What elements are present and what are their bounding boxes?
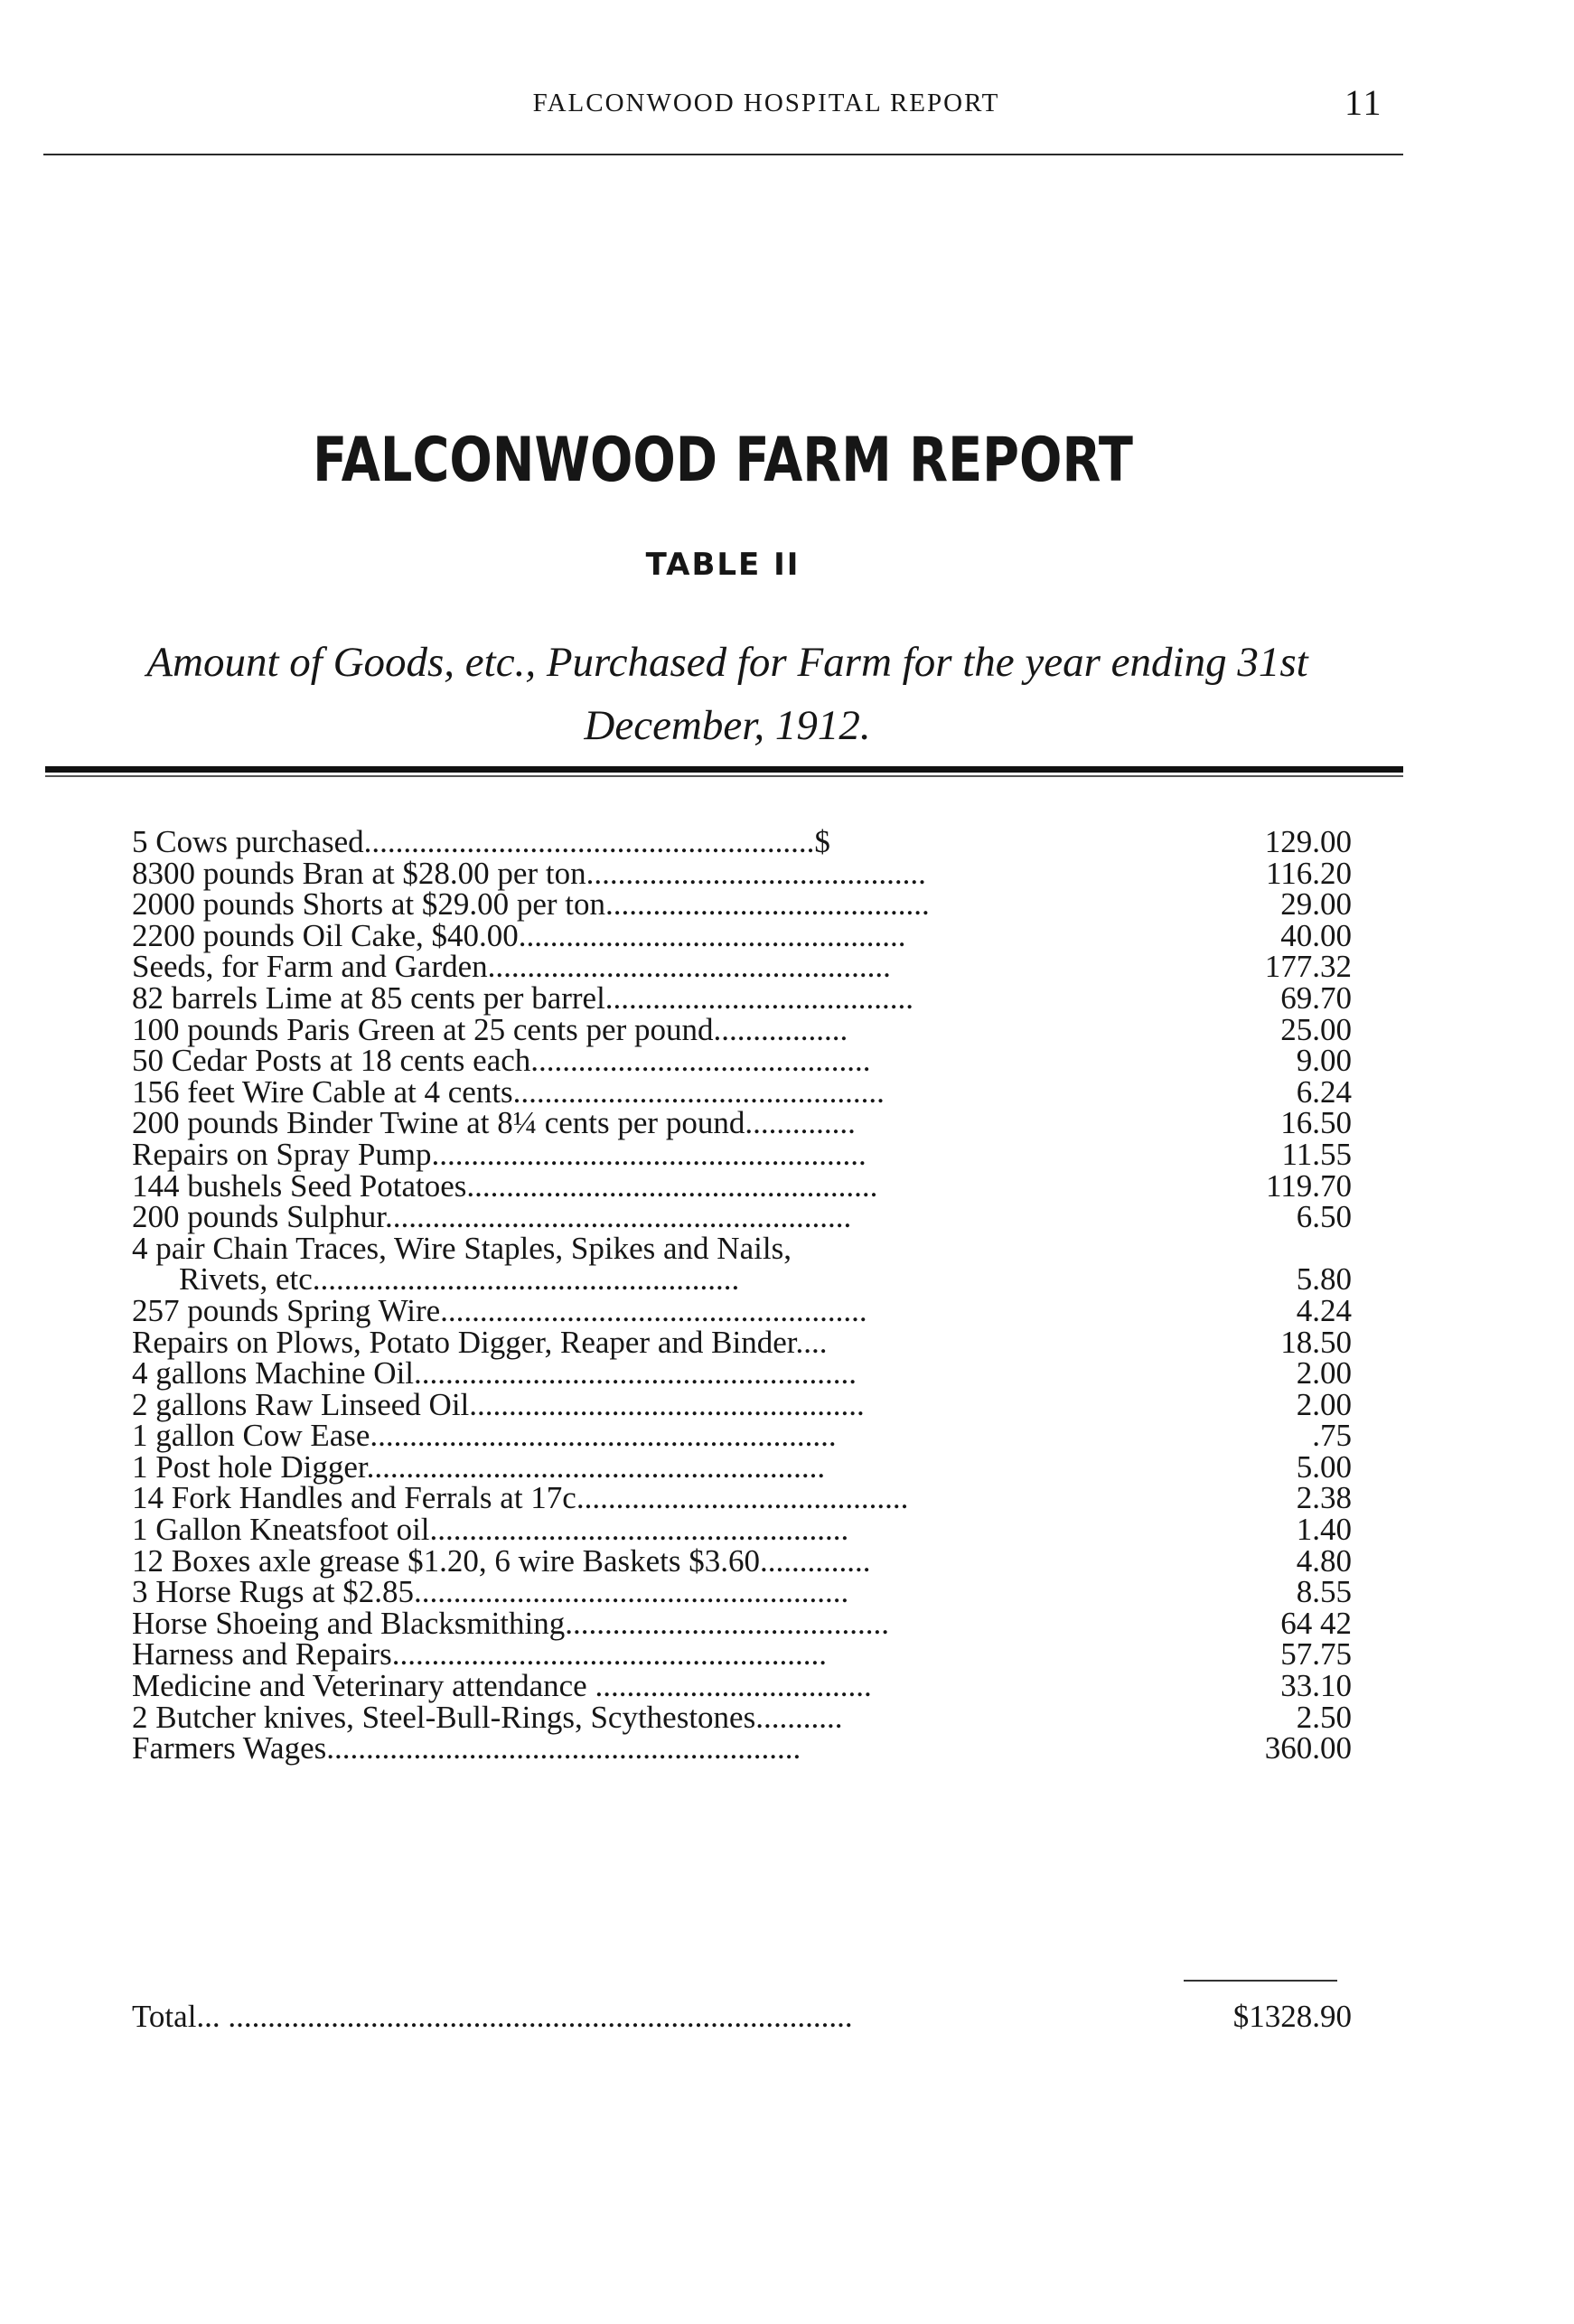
item-amount: 177.32	[1264, 949, 1352, 985]
item-amount: 2.50	[1296, 1699, 1352, 1735]
item-description: Repairs on Plows, Potato Digger, Reaper and Binder....	[132, 1324, 828, 1360]
list-item	[132, 1011, 1352, 1047]
item-amount: 2.00	[1296, 1386, 1352, 1422]
thin-rule	[45, 775, 1403, 777]
running-title: FALCONWOOD HOSPITAL REPORT	[532, 89, 1000, 117]
item-description: Rivets, etc......................................................	[179, 1261, 740, 1298]
item-description: 5 Cows purchased.........................................................$	[132, 824, 830, 859]
page-header	[43, 82, 1417, 143]
list-item	[132, 1542, 1352, 1579]
list-item	[132, 1045, 1352, 1077]
item-amount: 129.00	[1264, 824, 1352, 859]
item-description: 14 Fork Handles and Ferrals at 17c..........................................	[132, 1480, 909, 1516]
list-item	[132, 1167, 1352, 1204]
item-description: 1 Post hole Digger..........................................................	[132, 1448, 826, 1485]
list-item	[132, 824, 1352, 859]
list-item	[132, 1324, 1352, 1360]
purchase-list	[132, 824, 1352, 1766]
list-item	[132, 1386, 1352, 1422]
table-label: TABLE II	[645, 547, 801, 583]
caption-line-2: December, 1912.	[584, 702, 871, 749]
report-title: FALCONWOOD FARM REPORT	[313, 425, 1133, 496]
item-amount: 2.00	[1296, 1355, 1352, 1392]
item-amount: 9.00	[1296, 1043, 1352, 1079]
list-item	[132, 1574, 1352, 1610]
list-item	[132, 1261, 1352, 1298]
list-item	[132, 1230, 1352, 1266]
list-item	[132, 1292, 1352, 1328]
table-caption	[45, 631, 1410, 757]
list-item	[132, 1073, 1352, 1110]
item-description: Medicine and Veterinary attendance ...................................	[132, 1668, 872, 1704]
list-item	[132, 1105, 1352, 1141]
list-item	[132, 1136, 1352, 1172]
item-description: Repairs on Spray Pump.......................................................	[132, 1136, 867, 1172]
item-description: 8300 pounds Bran at $28.00 per ton...........................................	[132, 855, 926, 891]
item-amount: 5.00	[1296, 1448, 1352, 1485]
item-description: 12 Boxes axle grease $1.20, 6 wire Baskets $3.60..............	[132, 1542, 871, 1579]
item-amount: 33.10	[1280, 1668, 1352, 1704]
item-amount: 8.55	[1296, 1574, 1352, 1610]
item-description: 4 gallons Machine Oil........................................................	[132, 1355, 857, 1392]
item-description: 200 pounds Binder Twine at 8¼ cents per pound..............	[132, 1105, 856, 1141]
item-amount: 2.38	[1296, 1480, 1352, 1516]
list-item	[132, 1448, 1352, 1485]
item-description: 2200 pounds Oil Cake, $40.00.................................................	[132, 917, 906, 953]
item-description: 100 pounds Paris Green at 25 cents per pound.................	[132, 1011, 848, 1047]
item-amount: 64 42	[1280, 1605, 1352, 1641]
item-amount: 29.00	[1280, 886, 1352, 923]
item-description: Seeds, for Farm and Garden...................................................	[132, 949, 891, 985]
item-amount: 25.00	[1280, 1011, 1352, 1047]
item-description: 1 gallon Cow Ease...........................................................	[132, 1418, 837, 1454]
item-description: 2 Butcher knives, Steel-Bull-Rings, Scythestones...........	[132, 1699, 843, 1735]
item-description: 2000 pounds Shorts at $29.00 per ton.........................................	[132, 886, 930, 923]
total-label: Total... ...............................................................................	[132, 1999, 853, 2034]
item-amount: 57.75	[1280, 1636, 1352, 1673]
list-item	[132, 1480, 1352, 1516]
item-description: Farmers Wages............................................................	[132, 1730, 801, 1766]
item-amount: 6.24	[1296, 1073, 1352, 1110]
list-item	[132, 1605, 1352, 1641]
item-amount: 69.70	[1280, 979, 1352, 1016]
item-amount: 40.00	[1280, 917, 1352, 953]
item-description: 4 pair Chain Traces, Wire Staples, Spikes and Nails,	[132, 1230, 792, 1266]
item-description: 144 bushels Seed Potatoes....................................................	[132, 1167, 878, 1204]
item-description: 156 feet Wire Cable at 4 cents...............................................	[132, 1073, 885, 1110]
list-item	[132, 886, 1352, 923]
list-item	[132, 1355, 1352, 1392]
list-item	[132, 1730, 1352, 1766]
list-item	[132, 917, 1352, 953]
total-row	[132, 1999, 1352, 2035]
item-amount: 5.80	[1296, 1261, 1352, 1298]
list-item	[132, 1199, 1352, 1235]
item-amount: .75	[1312, 1418, 1352, 1454]
list-item	[132, 1420, 1352, 1452]
item-description: 2 gallons Raw Linseed Oil..................................................	[132, 1386, 865, 1422]
item-amount: 119.70	[1266, 1167, 1352, 1204]
heavy-rule	[45, 766, 1403, 773]
item-description: 50 Cedar Posts at 18 cents each...........................................	[132, 1043, 871, 1079]
item-amount: 4.24	[1296, 1292, 1352, 1328]
item-amount: 1.40	[1296, 1512, 1352, 1548]
item-amount: 360.00	[1264, 1730, 1352, 1766]
list-item	[132, 1699, 1352, 1735]
item-description: Horse Shoeing and Blacksmithing.........................................	[132, 1605, 890, 1641]
item-description: Harness and Repairs.......................................................	[132, 1636, 827, 1673]
list-item	[132, 951, 1352, 983]
item-amount: 11.55	[1281, 1136, 1352, 1172]
item-amount: 18.50	[1280, 1324, 1352, 1360]
item-description: 1 Gallon Kneatsfoot oil.....................................................	[132, 1512, 849, 1548]
list-item	[132, 1636, 1352, 1673]
list-item	[132, 979, 1352, 1016]
header-rule	[43, 154, 1403, 155]
item-amount: 4.80	[1296, 1542, 1352, 1579]
page-number: 11	[1344, 82, 1383, 123]
item-description: 82 barrels Lime at 85 cents per barrel.......................................	[132, 979, 914, 1016]
item-description: 3 Horse Rugs at $2.85.......................................................	[132, 1574, 849, 1610]
list-item	[132, 855, 1352, 891]
total-amount: $1328.90	[1232, 1999, 1352, 2034]
sum-rule	[1184, 1980, 1337, 1982]
item-amount: 6.50	[1296, 1199, 1352, 1235]
caption-line-1: Amount of Goods, etc., Purchased for Farm for the year ending 31st	[146, 639, 1308, 686]
item-description: 200 pounds Sulphur...........................................................	[132, 1199, 852, 1235]
item-amount: 116.20	[1266, 855, 1352, 891]
list-item	[132, 1514, 1352, 1546]
item-amount: 16.50	[1280, 1105, 1352, 1141]
item-description: 257 pounds Spring Wire......................................................	[132, 1292, 867, 1328]
list-item	[132, 1668, 1352, 1704]
